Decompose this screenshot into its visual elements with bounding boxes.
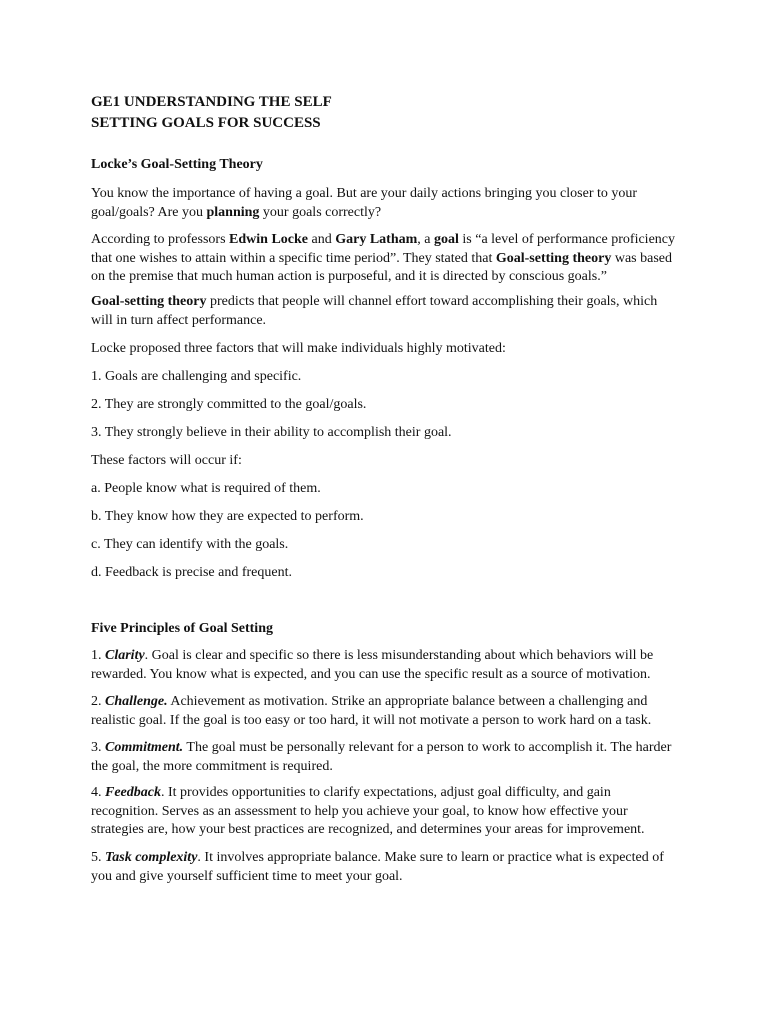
- paragraph-theory-prediction: [91, 293, 681, 330]
- bold-term: Edwin Locke: [229, 232, 308, 247]
- principle-text: . It provides opportunities to clarify expectations, adjust goal difficulty, and gain recognition. Serves as an assessment to help you achieve your goal, to know how effective your strategies are, how your best practices are recognized, and determines your areas for improvement.: [91, 785, 645, 837]
- paragraph-text: is “a level of performance proficiency that one wishes to attain within a specific time period”. They stated that: [91, 232, 676, 266]
- paragraph-conditions: These factors will occur if:: [91, 453, 242, 468]
- bold-term: Gary Latham: [335, 232, 418, 247]
- principle-text: . It involves appropriate balance. Make sure to learn or practice what is expected of you and give yourself sufficient time to meet your goal.: [91, 850, 664, 884]
- list-item-factor: 2. They are strongly committed to the goal/goals.: [91, 397, 367, 412]
- bold-term: planning: [206, 204, 260, 220]
- section-heading-goal-setting-theory: Locke’s Goal-Setting Theory: [91, 157, 263, 172]
- list-item-condition: a. People know what is required of them.: [91, 481, 321, 496]
- list-item-factor: 1. Goals are challenging and specific.: [91, 369, 302, 384]
- document-title: [91, 92, 691, 134]
- paragraph-text: predicts that people will channel effort toward accomplishing their goals, which will in turn affect performance.: [91, 294, 658, 328]
- principle-term: Feedback: [105, 785, 161, 800]
- bold-term: Goal-setting theory: [495, 250, 612, 266]
- principle-text: . Goal is clear and specific so there is less misunderstanding about which behaviors will be rewarded. You know what is expected, and you can use the specific result as a source of motivation.: [91, 648, 654, 682]
- principle-number: 5.: [91, 850, 105, 865]
- paragraph-text: and: [308, 232, 336, 247]
- principle-challenge: [91, 693, 681, 730]
- principle-text: Achievement as motivation. Strike an appropriate balance between a challenging and realistic goal. If the goal is too easy or too hard, it will not motivate a person to work hard on a task.: [91, 694, 652, 728]
- paragraph-intro: [91, 185, 681, 222]
- bold-term: goal: [434, 232, 459, 247]
- paragraph-text: , a: [417, 232, 434, 247]
- principle-number: 2.: [91, 694, 105, 709]
- principle-number: 3.: [91, 740, 105, 755]
- principle-clarity: [91, 647, 681, 684]
- bold-term: Goal-setting theory: [91, 294, 207, 309]
- principle-number: 4.: [91, 785, 105, 800]
- title-line-1: GE1 UNDERSTANDING THE SELF: [91, 94, 332, 110]
- paragraph-text: According to professors: [91, 232, 230, 247]
- principle-task-complexity: [91, 849, 681, 886]
- principle-feedback: [91, 784, 681, 840]
- list-item-condition: b. They know how they are expected to perform.: [91, 509, 364, 524]
- principle-term: Clarity: [105, 648, 145, 663]
- list-item-condition: d. Feedback is precise and frequent.: [91, 565, 292, 580]
- principle-term: Challenge.: [105, 694, 168, 709]
- paragraph-three-factors: Locke proposed three factors that will make individuals highly motivated:: [91, 341, 506, 356]
- list-item-factor: 3. They strongly believe in their ability to accomplish their goal.: [91, 425, 452, 440]
- title-line-2: SETTING GOALS FOR SUCCESS: [91, 115, 321, 131]
- paragraph-text: You know the importance of having a goal. But are your daily actions bringing you closer to your goal/goals? Are you: [91, 186, 638, 220]
- paragraph-text: was based on the premise that much human action is purposeful, and it is directed by conscious goals.”: [91, 250, 672, 284]
- paragraph-text: your goals correctly?: [259, 204, 382, 220]
- principle-commitment: [91, 739, 681, 776]
- principle-term: Task complexity: [105, 850, 198, 865]
- principle-term: Commitment.: [105, 740, 184, 755]
- list-item-condition: c. They can identify with the goals.: [91, 537, 289, 552]
- section-heading-five-principles: Five Principles of Goal Setting: [91, 621, 273, 636]
- paragraph-definition: [91, 231, 681, 287]
- principle-number: 1.: [91, 648, 105, 663]
- principle-text: The goal must be personally relevant for a person to work to accomplish it. The harder the goal, the more commitment is required.: [91, 740, 672, 774]
